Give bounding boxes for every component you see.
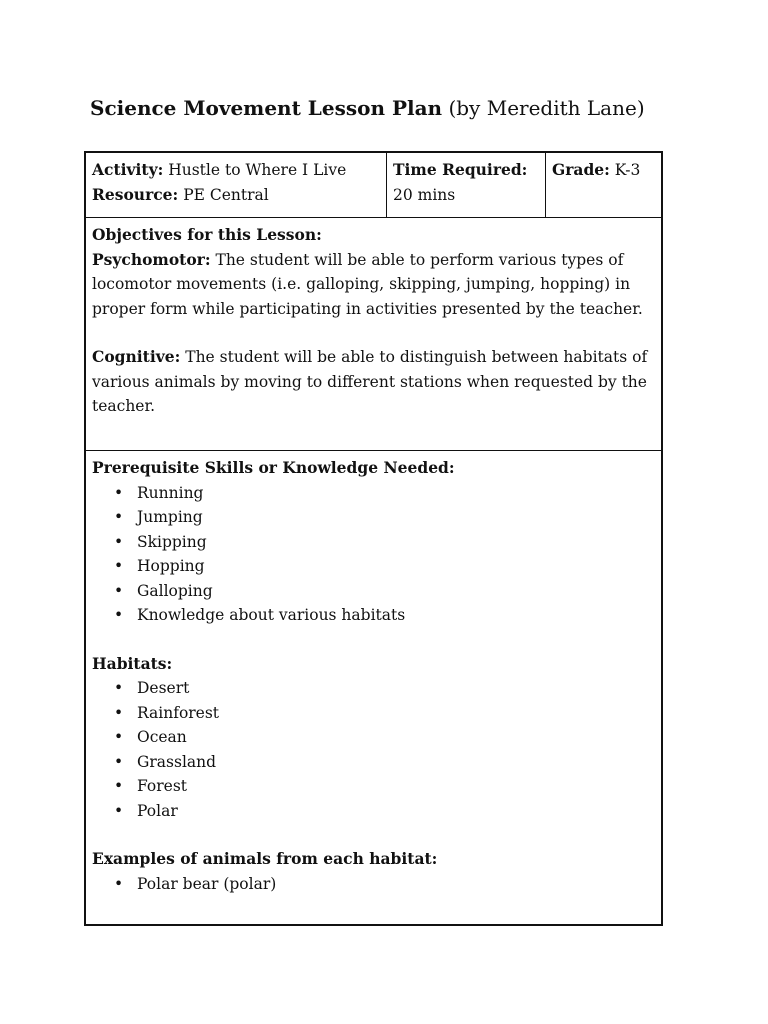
list-item: • Forest	[114, 774, 653, 799]
grade-value: K-3	[609, 161, 641, 179]
list-item: • Rainforest	[114, 701, 653, 726]
activity-label: Activity:	[92, 160, 164, 179]
resource-value: PE Central	[178, 185, 269, 204]
examples-list	[92, 872, 653, 897]
list-item: • Knowledge about various habitats	[114, 603, 653, 628]
psychomotor-objective	[92, 248, 653, 322]
prerequisites-list	[92, 481, 653, 628]
list-item: • Jumping	[114, 505, 653, 530]
list-item: • Polar	[114, 799, 653, 824]
time-cell	[386, 153, 545, 217]
list-item: • Galloping	[114, 579, 653, 604]
objectives-section	[86, 218, 661, 451]
title-main: Science Movement Lesson Plan	[90, 96, 443, 120]
habitats-list	[92, 676, 653, 823]
time-label: Time Required:	[393, 160, 528, 179]
list-item: • Grassland	[114, 750, 653, 775]
list-item: • Desert	[114, 676, 653, 701]
list-item: • Hopping	[114, 554, 653, 579]
list-item: • Ocean	[114, 725, 653, 750]
resource-label: Resource:	[92, 184, 179, 204]
examples-heading: Examples of animals from each habitat:	[92, 849, 438, 868]
cognitive-label: Cognitive:	[92, 347, 181, 366]
cognitive-text: The student will be able to distinguish between habitats of various animals by moving to different stations when requested by the teacher.	[92, 348, 648, 415]
page-title	[90, 94, 730, 122]
psychomotor-text: The student will be able to perform various types of locomotor movements (i.e. galloping, skipping, jumping, hopping) in proper form while participating in activities presented by the teacher.	[92, 250, 643, 318]
objectives-heading: Objectives for this Lesson:	[92, 225, 322, 244]
psychomotor-label: Psychomotor:	[92, 249, 211, 269]
list-item: • Skipping	[114, 530, 653, 555]
title-author: (by Meredith Lane)	[442, 96, 645, 120]
cognitive-objective	[92, 345, 653, 419]
prerequisites-heading: Prerequisite Skills or Knowledge Needed:	[92, 458, 455, 477]
list-item: • Polar bear (polar)	[114, 872, 653, 897]
grade-cell	[545, 153, 661, 217]
activity-cell	[86, 153, 386, 217]
list-item: • Running	[114, 481, 653, 506]
habitats-heading: Habitats:	[92, 653, 173, 673]
prerequisites-section	[86, 452, 661, 896]
lesson-plan-table	[84, 151, 663, 926]
activity-value: Hustle to Where I Live	[163, 161, 347, 179]
grade-label: Grade:	[552, 160, 610, 179]
time-value: 20 mins	[393, 185, 456, 204]
header-row	[86, 153, 661, 218]
